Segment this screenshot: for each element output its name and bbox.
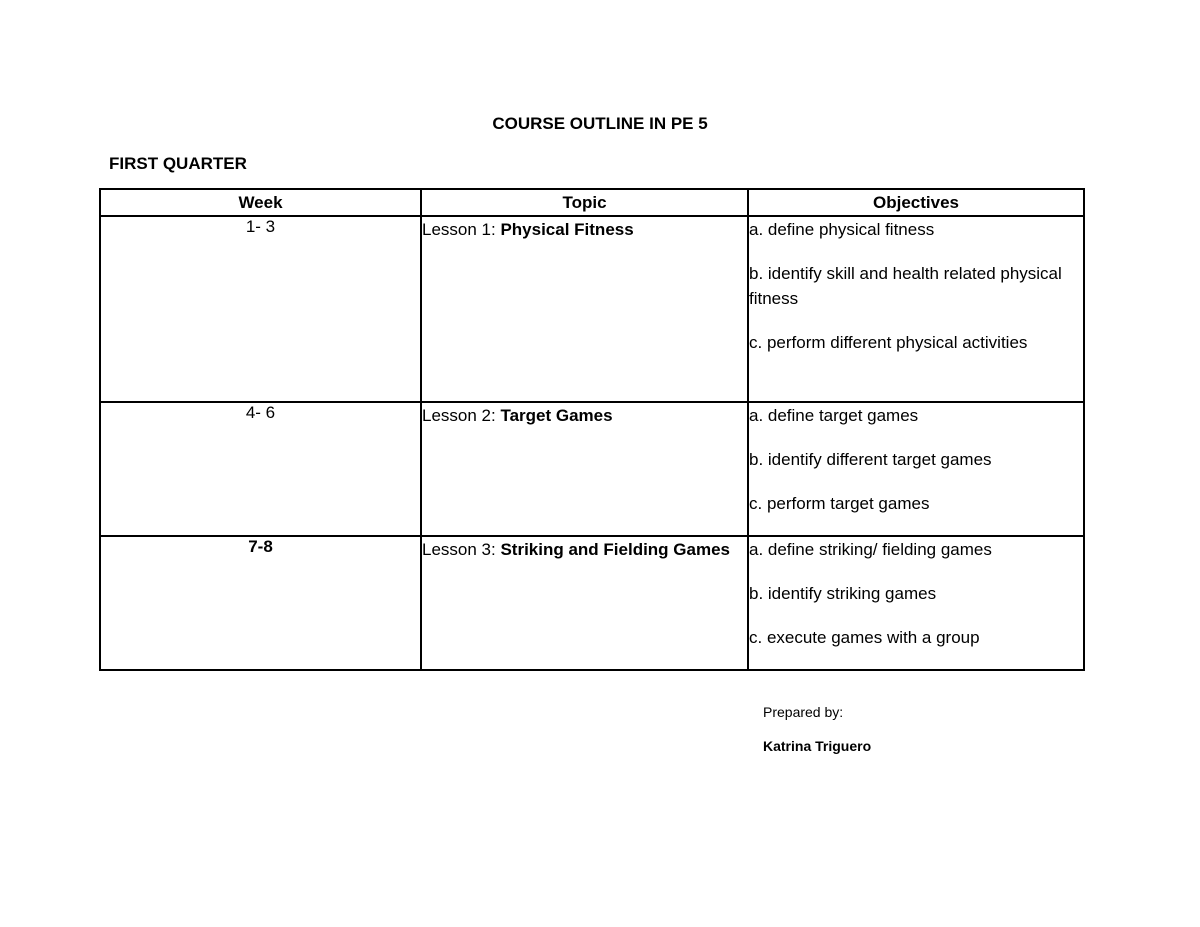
document-title: COURSE OUTLINE IN PE 5 bbox=[492, 114, 708, 133]
objective-item: a. define target games bbox=[749, 406, 919, 425]
course-outline-table bbox=[99, 188, 1085, 671]
week-cell: 4- 6 bbox=[100, 402, 421, 536]
table-row bbox=[100, 402, 1084, 536]
topic-prefix: Lesson 2: bbox=[422, 406, 501, 425]
objective-item: b. identify striking games bbox=[749, 584, 937, 603]
preparer-name: Katrina Triguero bbox=[763, 738, 872, 754]
objectives-cell bbox=[748, 402, 1084, 536]
objective-item: b. identify skill and health related physical fitness bbox=[749, 264, 1062, 308]
table-row bbox=[100, 216, 1084, 402]
objective-item: b. identify different target games bbox=[749, 450, 992, 469]
topic-title: Physical Fitness bbox=[500, 220, 634, 239]
section-heading: FIRST QUARTER bbox=[109, 154, 247, 173]
topic-prefix: Lesson 3: bbox=[422, 540, 501, 559]
topic-cell bbox=[421, 216, 748, 402]
table-row bbox=[100, 536, 1084, 670]
objective-item: c. execute games with a group bbox=[749, 628, 980, 647]
objective-item: a. define physical fitness bbox=[749, 220, 935, 239]
objectives-cell bbox=[748, 536, 1084, 670]
topic-prefix: Lesson 1: bbox=[422, 220, 501, 239]
column-header-week: Week bbox=[100, 189, 421, 216]
topic-cell bbox=[421, 402, 748, 536]
prepared-by-label: Prepared by: bbox=[763, 704, 844, 720]
week-cell: 1- 3 bbox=[100, 216, 421, 402]
table-header-row bbox=[100, 189, 1084, 216]
topic-title: Target Games bbox=[500, 406, 613, 425]
column-header-objectives: Objectives bbox=[748, 189, 1084, 216]
objectives-cell bbox=[748, 216, 1084, 402]
topic-cell bbox=[421, 536, 748, 670]
topic-title: Striking and Fielding Games bbox=[500, 540, 730, 559]
objective-item: c. perform target games bbox=[749, 494, 930, 513]
objective-item: a. define striking/ fielding games bbox=[749, 540, 992, 559]
week-cell: 7-8 bbox=[100, 536, 421, 670]
objective-item: c. perform different physical activities bbox=[749, 333, 1028, 352]
column-header-topic: Topic bbox=[421, 189, 748, 216]
